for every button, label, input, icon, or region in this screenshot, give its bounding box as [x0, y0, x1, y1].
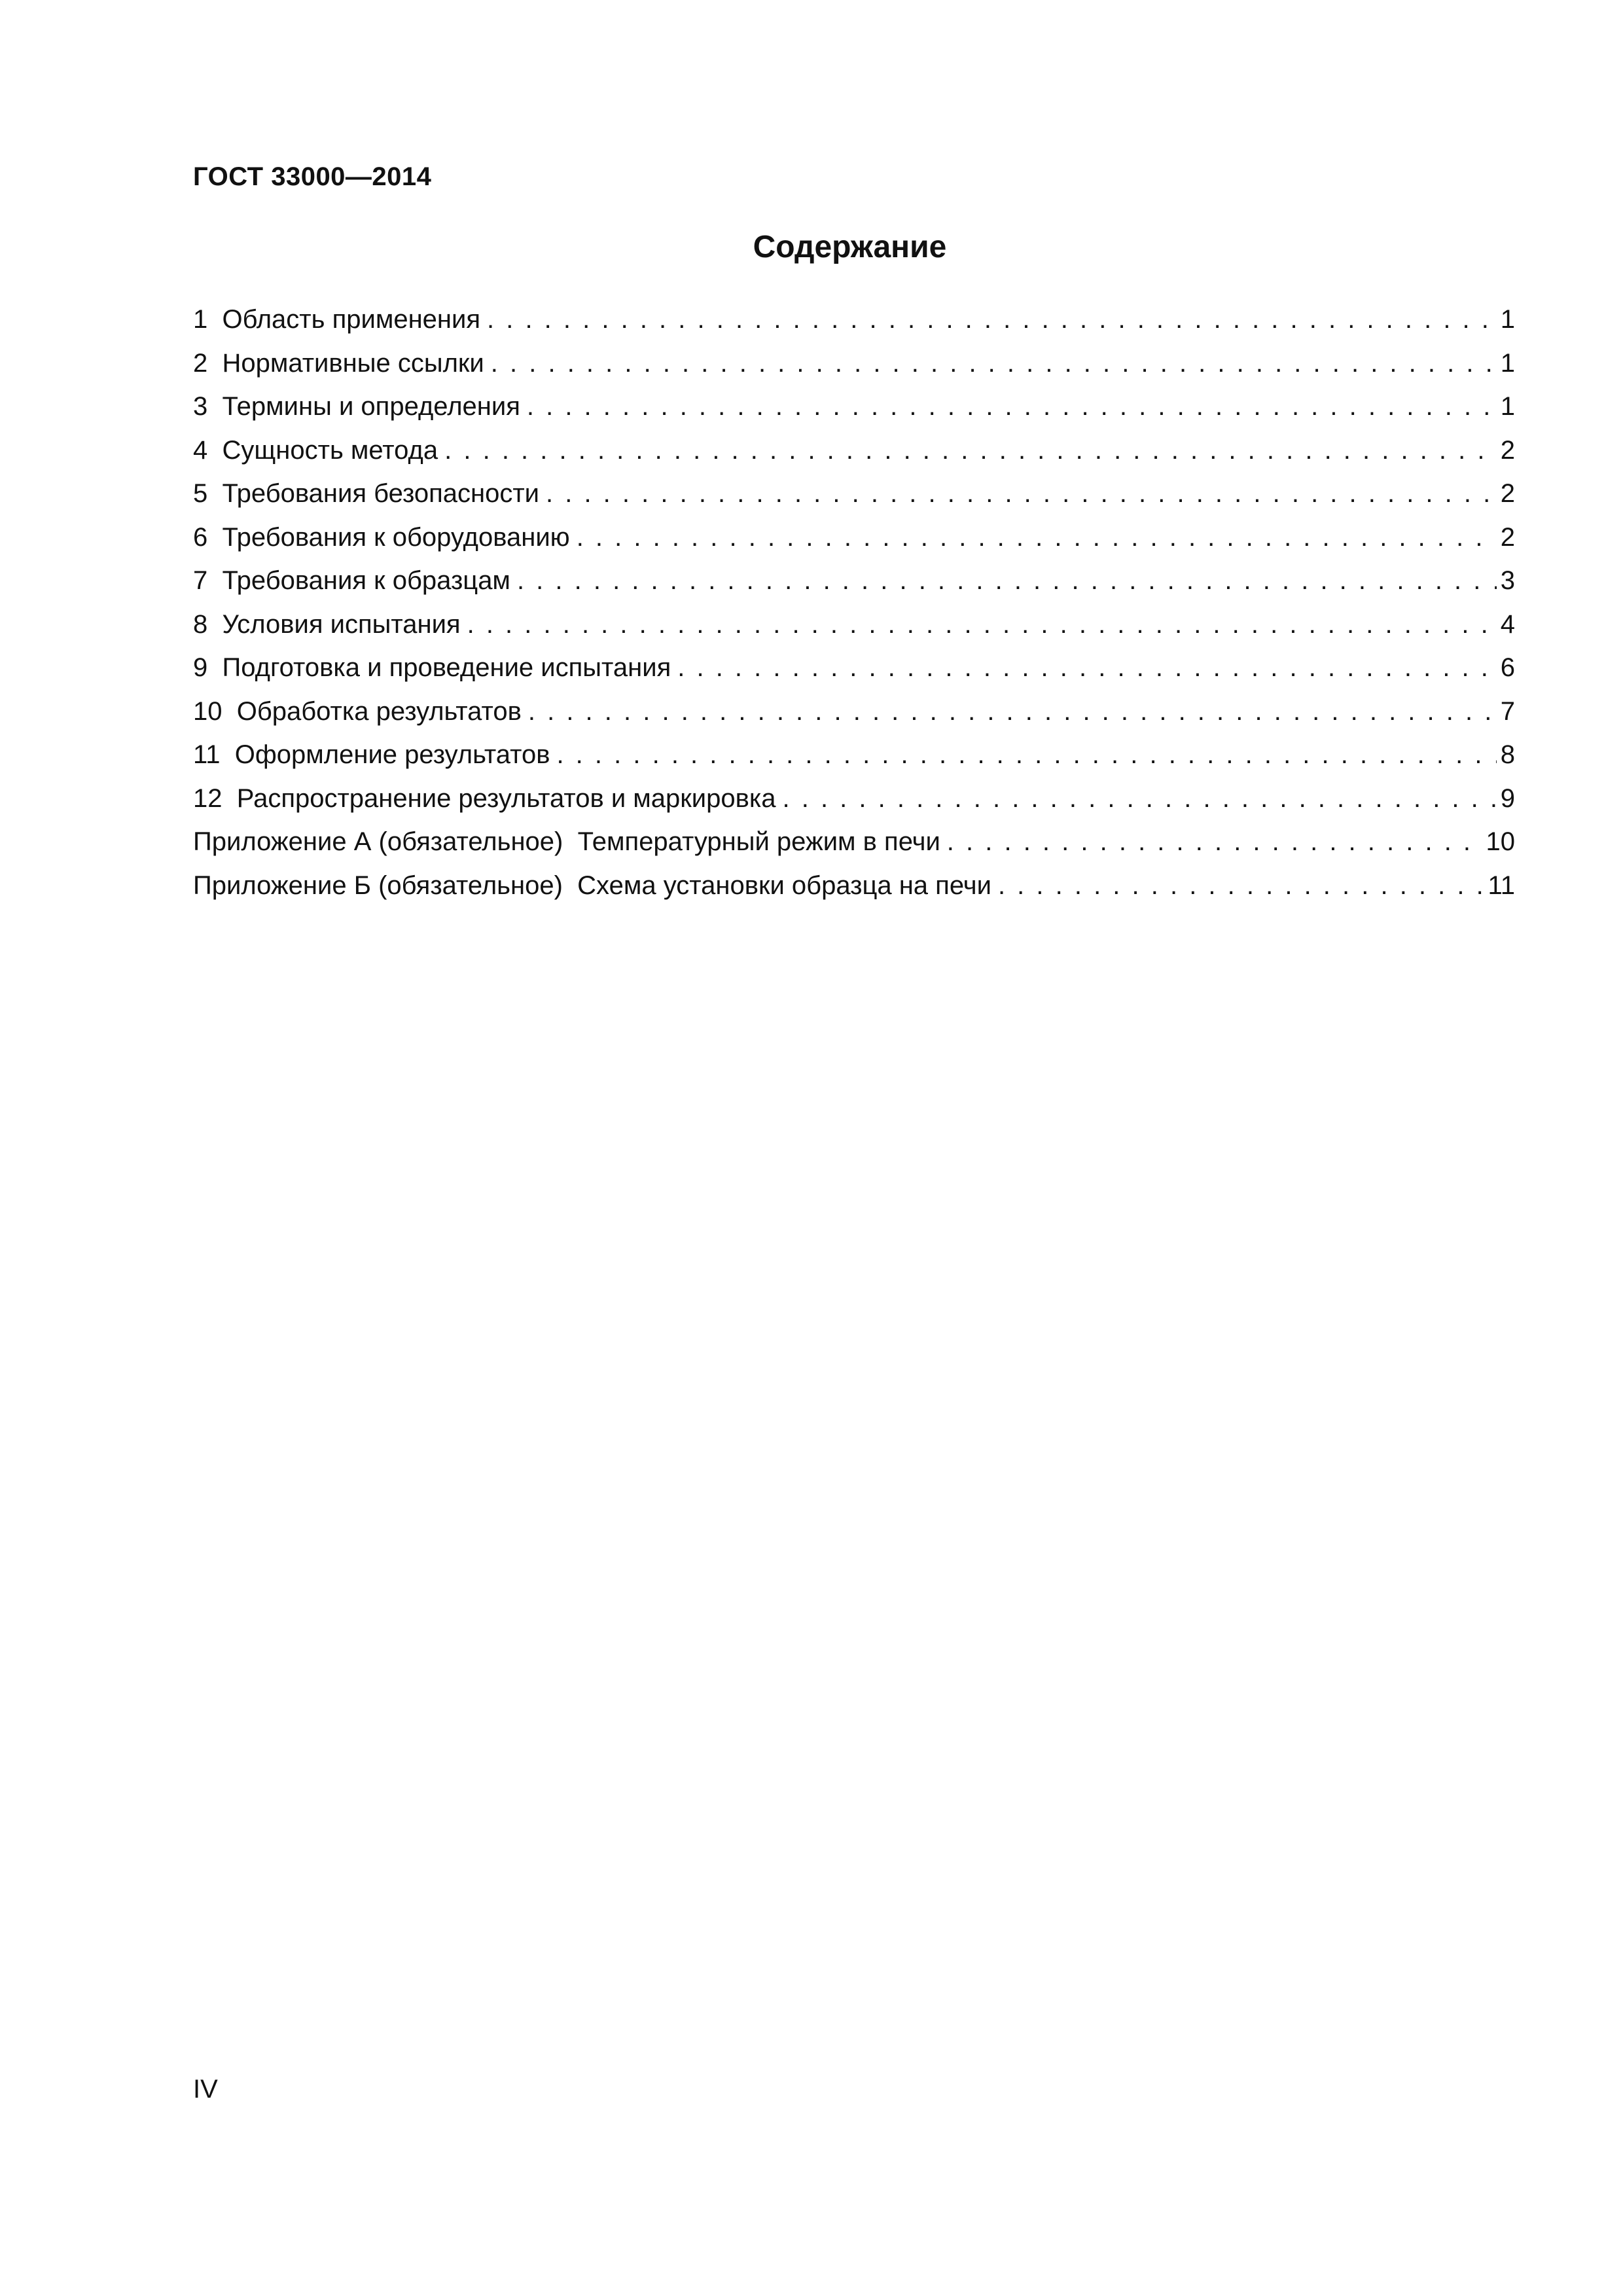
toc-entry-page: 1 [1500, 348, 1515, 378]
toc-entry-label: Схема установки образца на печи [577, 870, 991, 900]
dot-leader [577, 516, 1497, 560]
dot-leader [528, 690, 1497, 734]
toc-entry-label: Термины и определения [222, 392, 520, 421]
toc-entry-number: 6 [193, 522, 208, 552]
dot-leader [947, 820, 1482, 864]
toc-entry-page: 6 [1500, 653, 1515, 682]
toc-entry-page: 11 [1488, 870, 1515, 900]
toc-entry-label: Область применения [222, 305, 480, 334]
toc-entry-page: 1 [1500, 305, 1515, 334]
dot-leader [491, 342, 1497, 386]
toc-entry-page: 4 [1500, 609, 1515, 639]
toc-entry-label: Нормативные ссылки [222, 348, 484, 378]
toc-entry[interactable] [193, 516, 1515, 560]
dot-leader [556, 733, 1496, 777]
toc-entry[interactable] [193, 603, 1515, 647]
toc-entry[interactable] [193, 429, 1515, 473]
dot-leader [487, 298, 1497, 342]
toc-entry-page: 7 [1500, 696, 1515, 726]
table-of-contents [193, 298, 1515, 907]
toc-entry[interactable] [193, 690, 1515, 734]
toc-entry[interactable] [193, 342, 1515, 386]
toc-entry[interactable] [193, 385, 1515, 429]
toc-entry-number: 7 [193, 566, 208, 595]
appendix-prefix: Приложение Б (обязательное) [193, 870, 563, 900]
toc-title: Содержание [753, 230, 947, 264]
toc-entry-label: Температурный режим в печи [577, 827, 940, 856]
dot-leader [517, 559, 1497, 603]
toc-entry[interactable] [193, 777, 1515, 821]
toc-entry-label: Обработка результатов [236, 696, 522, 726]
toc-entry-number: 2 [193, 348, 208, 378]
dot-leader [998, 864, 1484, 908]
toc-entry-number: 10 [193, 696, 223, 726]
dot-leader [444, 429, 1497, 473]
toc-entry-number: 4 [193, 435, 208, 465]
toc-entry-page: 10 [1486, 827, 1515, 856]
toc-entry[interactable] [193, 472, 1515, 516]
toc-entry[interactable] [193, 559, 1515, 603]
toc-entry-number: 9 [193, 653, 208, 682]
toc-entry-number: 3 [193, 392, 208, 421]
toc-entry-label: Подготовка и проведение испытания [222, 653, 671, 682]
dot-leader [782, 777, 1496, 821]
toc-entry-label: Требования к оборудованию [222, 522, 570, 552]
toc-entry[interactable] [193, 298, 1515, 342]
toc-entry-label: Требования к образцам [222, 566, 510, 595]
toc-entry-page: 1 [1500, 392, 1515, 421]
toc-entry-page: 8 [1500, 740, 1515, 769]
toc-entry-page: 2 [1500, 479, 1515, 508]
toc-entry-label: Оформление результатов [234, 740, 550, 769]
toc-entry-page: 2 [1500, 435, 1515, 465]
toc-entry[interactable] [193, 733, 1515, 777]
toc-appendix-entry[interactable] [193, 820, 1515, 864]
toc-entry-number: 12 [193, 783, 223, 813]
dot-leader [677, 646, 1497, 690]
toc-entry-label: Требования безопасности [222, 479, 539, 508]
toc-entry-page: 9 [1500, 783, 1515, 813]
dot-leader [467, 603, 1497, 647]
toc-entry-label: Условия испытания [222, 609, 461, 639]
toc-entry-page: 2 [1500, 522, 1515, 552]
toc-entry-page: 3 [1500, 566, 1515, 595]
dot-leader [546, 472, 1497, 516]
toc-entry[interactable] [193, 646, 1515, 690]
toc-entry-label: Сущность метода [222, 435, 438, 465]
document-header: ГОСТ 33000—2014 [193, 162, 432, 191]
toc-entry-number: 5 [193, 479, 208, 508]
toc-entry-number: 11 [193, 740, 221, 769]
toc-entry-label: Распространение результатов и маркировка [236, 783, 776, 813]
toc-appendix-entry[interactable] [193, 864, 1515, 908]
appendix-prefix: Приложение А (обязательное) [193, 827, 563, 856]
page-number: IV [193, 2075, 218, 2104]
toc-entry-number: 8 [193, 609, 208, 639]
toc-entry-number: 1 [193, 305, 208, 334]
dot-leader [527, 385, 1497, 429]
